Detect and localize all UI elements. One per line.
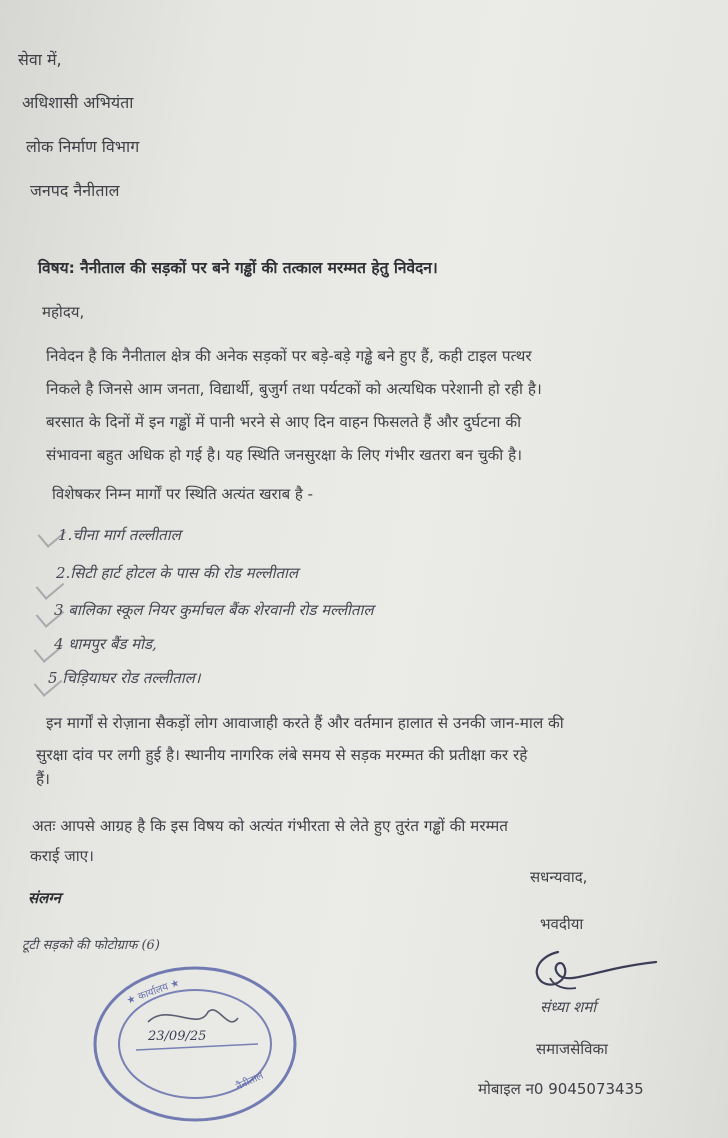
salutation-to: सेवा में, [18, 50, 62, 69]
signature [520, 938, 670, 998]
para2-line1: इन मार्गों से रोज़ाना सैकड़ों लोग आवाजाही करते हैं और वर्तमान हालात से उनकी जान-माल की [46, 714, 564, 732]
para2-line3: हैं। [36, 770, 50, 788]
sender-name: संध्या शर्मा [540, 998, 597, 1016]
yours-text: भवदीया [540, 915, 584, 933]
road-item-1: 1.चीना मार्ग तल्लीताल [58, 526, 181, 544]
sender-role: समाजसेविका [536, 1040, 608, 1058]
address-line-1: अधिशासी अभियंता [22, 93, 134, 112]
svg-text:नैनीताल: नैनीताल [234, 1070, 266, 1093]
address-line-3: जनपद नैनीताल [30, 181, 120, 200]
thanks-text: सधन्यवाद, [530, 868, 588, 886]
sender-mobile: मोबाइल न0 9045073435 [478, 1080, 644, 1098]
para1-line1: निवेदन है कि नैनीताल क्षेत्र की अनेक सड़कों पर बड़े-बड़े गड्ढे बने हुए हैं, कही टाइल पत्थर [46, 347, 532, 365]
stamp-date: 23/09/25 [148, 1029, 207, 1044]
enclosure-item: टूटी सड़को की फोटोग्राफ (6) [22, 938, 160, 953]
subject-line: विषय: नैनीताल की सड़कों पर बने गड्ढों की तत्काल मरम्मत हेतु निवेदन। [38, 259, 438, 277]
address-line-2: लोक निर्माण विभाग [26, 137, 140, 156]
road-item-5: 5 चिड़ियाघर रोड तल्लीताल। [48, 669, 201, 687]
para3-line2: कराई जाए। [30, 847, 94, 865]
para2-line2: सुरक्षा दांव पर लगी हुई है। स्थानीय नागरिक लंबे समय से सड़क मरम्मत की प्रतीक्षा कर रहे [36, 746, 528, 764]
greeting: महोदय, [42, 303, 85, 321]
office-stamp [88, 962, 303, 1127]
para1-line3: बरसात के दिनों में इन गड्ढों में पानी भरने से आए दिन वाहन फिसलते हैं और दुर्घटना की [46, 413, 522, 431]
para1-line4: संभावना बहुत अधिक हो गई है। यह स्थिति जनसुरक्षा के लिए गंभीर खतरा बन चुकी है। [46, 446, 523, 464]
para1-line2: निकले है जिनसे आम जनता, विद्यार्थी, बुजुर्ग तथा पर्यटकों को अत्यधिक परेशानी हो रही है। [46, 380, 542, 398]
enclosure-label: संलग्न [28, 889, 61, 907]
para3-line1: अतः आपसे आग्रह है कि इस विषय को अत्यंत गंभीरता से लेते हुए तुरंत गड्ढों की मरम्मत [32, 817, 509, 835]
svg-text:★ कार्यालय ★: ★ कार्यालय ★ [125, 977, 182, 1007]
road-item-4: 4 धामपुर बैंड मोड, [54, 635, 157, 653]
roads-intro: विशेषकर निम्न मार्गों पर स्थिति अत्यंत खराब है - [52, 485, 314, 503]
road-item-3: 3 बालिका स्कूल नियर कुर्माचल बैंक शेरवानी रोड मल्लीताल [54, 601, 374, 619]
road-item-2: 2.सिटी हार्ट होटल के पास की रोड मल्लीताल [56, 564, 299, 582]
